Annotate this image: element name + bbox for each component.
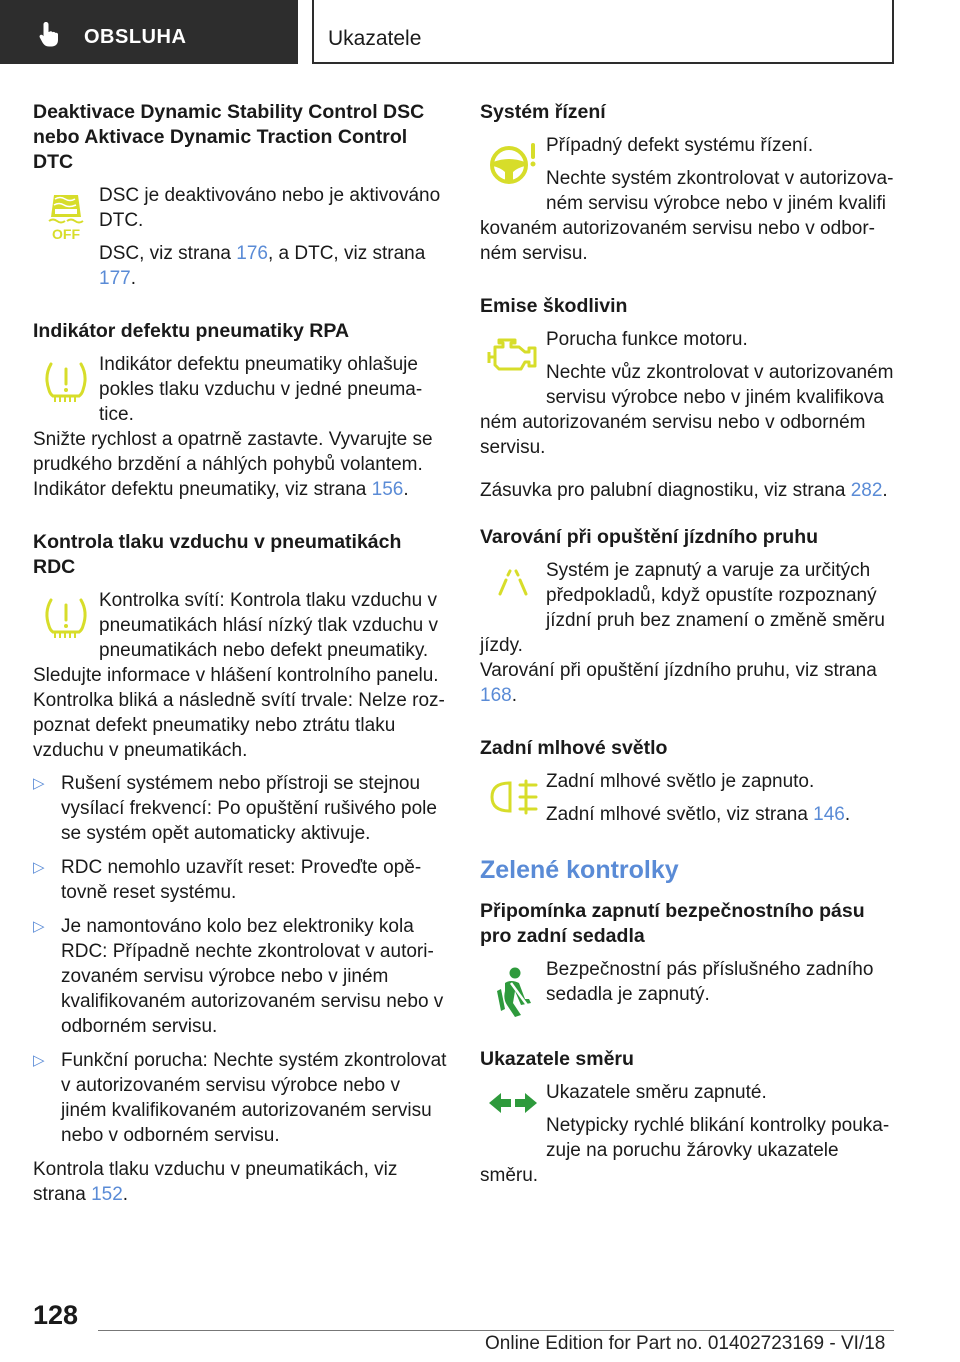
- rpa-text: Indikátor defektu pneumatiky ohlašuje pokles tlaku vzduchu v jedné pneumatice.: [99, 354, 423, 425]
- obd-page-link[interactable]: 282: [850, 480, 883, 501]
- emissions-advice-cont: ném autorizovaném servisu nebo v odborném servisu.: [480, 412, 866, 458]
- dsc-heading: Deaktivace Dynamic Stability Control DSC nebo Aktivace Dynamic Traction Control DTC: [33, 101, 425, 173]
- seatbelt-heading: Připomínka zapnutí bezpečnostního pásu pro zadní sedadla: [480, 900, 865, 947]
- steering-advice: Nechte systém zkontrolovat v autorizovaném servisu výrobce nebo v jiném kvalifi: [546, 168, 894, 214]
- fog-ref-post: .: [844, 804, 851, 825]
- lane-text-cont: jízdy.: [480, 635, 523, 656]
- dsc-off-icon: [46, 191, 86, 241]
- fog-ref: [546, 802, 894, 827]
- bullet-text: Je namontováno kolo bez elektroniky kola RDC: Případně nechte zkontrolovat v autorizovaném servisu výrobce nebo v jiném kvalifikovaném autorizovaném servisu nebo v odborném servisu.: [61, 916, 444, 1037]
- footer-edition: [485, 1331, 885, 1357]
- engine-icon: [485, 335, 541, 375]
- turn-advice-cont: směru.: [480, 1165, 539, 1186]
- bullet-text: RDC nemohlo uzavřít reset: Proveďte opětovně reset systému.: [61, 857, 422, 903]
- dsc-ref-line1: [99, 241, 447, 291]
- svg-text:OFF: OFF: [52, 226, 80, 241]
- fog-ref-text: Zadní mlhové světlo, viz strana: [546, 804, 814, 825]
- rdc-blink-text: Kontrolka bliká a následně svítí trvale: Nelze rozpoznat defekt pneumatiky nebo ztrátu tlaku vzduchu v pneumatikách.: [33, 690, 445, 761]
- page-number: 128: [33, 1300, 79, 1330]
- steering-indicator-block: [480, 133, 894, 216]
- emissions-indicator-block: [480, 327, 894, 410]
- seatbelt-icon: [491, 965, 535, 1019]
- turn-indicator-block: [480, 1080, 894, 1163]
- fog-indicator-block: [480, 769, 894, 827]
- emissions-ref-post: .: [882, 480, 888, 501]
- lane-heading: Varování při opuštění jízdního pruhu: [480, 526, 819, 548]
- tire-pressure-icon: [41, 596, 91, 640]
- rdc-ref: [33, 1157, 447, 1207]
- dtc-page-link[interactable]: 177: [99, 268, 131, 289]
- emissions-text: Porucha funkce motoru.: [546, 329, 748, 350]
- seatbelt-text: Bezpečnostní pás příslušného zadního sedadla je zapnutý.: [546, 959, 874, 1005]
- rpa-heading: Indikátor defektu pneumatiky RPA: [33, 320, 350, 342]
- rpa-indicator-block: [33, 352, 447, 427]
- emissions-ref-text: Zásuvka pro palubní diagnostiku, viz strana: [480, 480, 851, 501]
- triangle-bullet-icon: ▷: [33, 918, 45, 935]
- lane-ref-post: .: [511, 685, 517, 706]
- list-item: [33, 1048, 447, 1148]
- list-item: [33, 914, 447, 1039]
- dsc-ref-mid: , a DTC, viz strana: [267, 243, 426, 264]
- rear-fog-icon: [486, 777, 540, 817]
- rpa-ref: [33, 477, 447, 502]
- seatbelt-indicator-block: [480, 957, 894, 1019]
- dsc-ref-text: DSC, viz strana: [99, 243, 237, 264]
- turn-heading: Ukazatele směru: [480, 1048, 634, 1070]
- lane-indicator-block: [480, 558, 894, 633]
- rdc-text-cont: Sledujte informace v hlášení kontrolního panelu.: [33, 665, 439, 686]
- lane-ref: [480, 658, 894, 708]
- left-column: [33, 100, 447, 1207]
- rdc-ref-post: .: [122, 1184, 129, 1205]
- steering-warning-icon: [487, 141, 539, 185]
- dsc-text: DSC je deaktivováno nebo je aktivováno DTC.: [99, 185, 441, 231]
- list-item: [33, 855, 447, 905]
- rdc-indicator-block: [33, 588, 447, 663]
- emissions-ref: [480, 478, 894, 503]
- bullet-text: Funkční porucha: Nechte systém zkontrolovat v autorizovaném servisu výrobce nebo v jiném kvalifikovaném autorizovaném servisu nebo v odborném servisu.: [61, 1050, 447, 1146]
- dsc-indicator-block: [33, 183, 447, 291]
- rdc-heading: Kontrola tlaku vzduchu v pneumatikách RDC: [33, 531, 402, 578]
- turn-text: Ukazatele směru zapnuté.: [546, 1082, 767, 1103]
- emissions-advice: Nechte vůz zkontrolovat v autorizovaném servisu výrobce nebo v jiném kvalifikova: [546, 362, 894, 408]
- triangle-bullet-icon: ▷: [33, 859, 45, 876]
- steering-heading: Systém řízení: [480, 101, 606, 123]
- green-indicators-title: Zelené kontrolky: [480, 856, 679, 884]
- fog-page-link[interactable]: 146: [813, 804, 845, 825]
- fog-text: Zadní mlhové světlo je zapnuto.: [546, 771, 815, 792]
- fog-heading: Zadní mlhové světlo: [480, 737, 668, 759]
- rdc-bullet-list: [33, 771, 447, 1148]
- chapter-tab: [312, 0, 894, 64]
- rpa-page-link[interactable]: 156: [371, 479, 404, 500]
- steering-text: Případný defekt systému řízení.: [546, 135, 814, 156]
- rdc-page-link[interactable]: 152: [91, 1184, 123, 1205]
- rpa-ref-post: .: [403, 479, 409, 500]
- rpa-ref-text: Indikátor defektu pneumatiky, viz strana: [33, 479, 372, 500]
- triangle-bullet-icon: ▷: [33, 1052, 45, 1069]
- triangle-bullet-icon: ▷: [33, 775, 45, 792]
- lane-page-link[interactable]: 168: [480, 685, 512, 706]
- lane-departure-icon: [488, 566, 538, 600]
- list-item: [33, 771, 447, 846]
- rpa-advice: Snižte rychlost a opatrně zastavte. Vyvarujte se prudkého brzdění a náhlých pohybů volantem.: [33, 429, 433, 475]
- rdc-ref-text: Kontrola tlaku vzduchu v pneumatikách, viz strana: [33, 1159, 398, 1205]
- lane-ref-text: Varování při opuštění jízdního pruhu, viz strana: [480, 660, 877, 681]
- dsc-page-link[interactable]: 176: [236, 243, 268, 264]
- steering-advice-cont: kovaném autorizovaném servisu nebo v odborném servisu.: [480, 218, 875, 264]
- chapter-label: Ukazatele: [328, 27, 422, 50]
- bullet-text: Rušení systémem nebo přístroji se stejnou vysílací frekvencí: Po opuštění rušivého pole se systém opět automaticky aktivuje.: [61, 773, 437, 844]
- dsc-ref-post: .: [130, 268, 136, 289]
- tire-warning-icon: [41, 360, 91, 404]
- turn-signal-icon: [487, 1088, 539, 1118]
- turn-advice: Netypicky rychlé blikání kontrolky poukazuje na poruchu žárovky ukazatele: [546, 1115, 890, 1161]
- right-column: [480, 100, 894, 1188]
- lane-text: Systém je zapnutý a varuje za určitých předpokladů, když opustíte rozpoznaný jízdní pruh bez znamení o změně směru: [546, 560, 886, 631]
- section-tab: [0, 0, 298, 64]
- emissions-heading: Emise škodlivin: [480, 295, 628, 317]
- hand-pointer-icon: [38, 20, 64, 48]
- edition-text: Online Edition for Part no. 01402723169 - VI/18: [485, 1333, 886, 1354]
- section-label: OBSLUHA: [84, 26, 187, 48]
- page-header: [0, 0, 960, 66]
- rdc-text: Kontrolka svítí: Kontrola tlaku vzduchu v pneumatikách hlásí nízký tlak vzduchu v pneumatikách nebo defekt pneumatiky.: [99, 590, 439, 661]
